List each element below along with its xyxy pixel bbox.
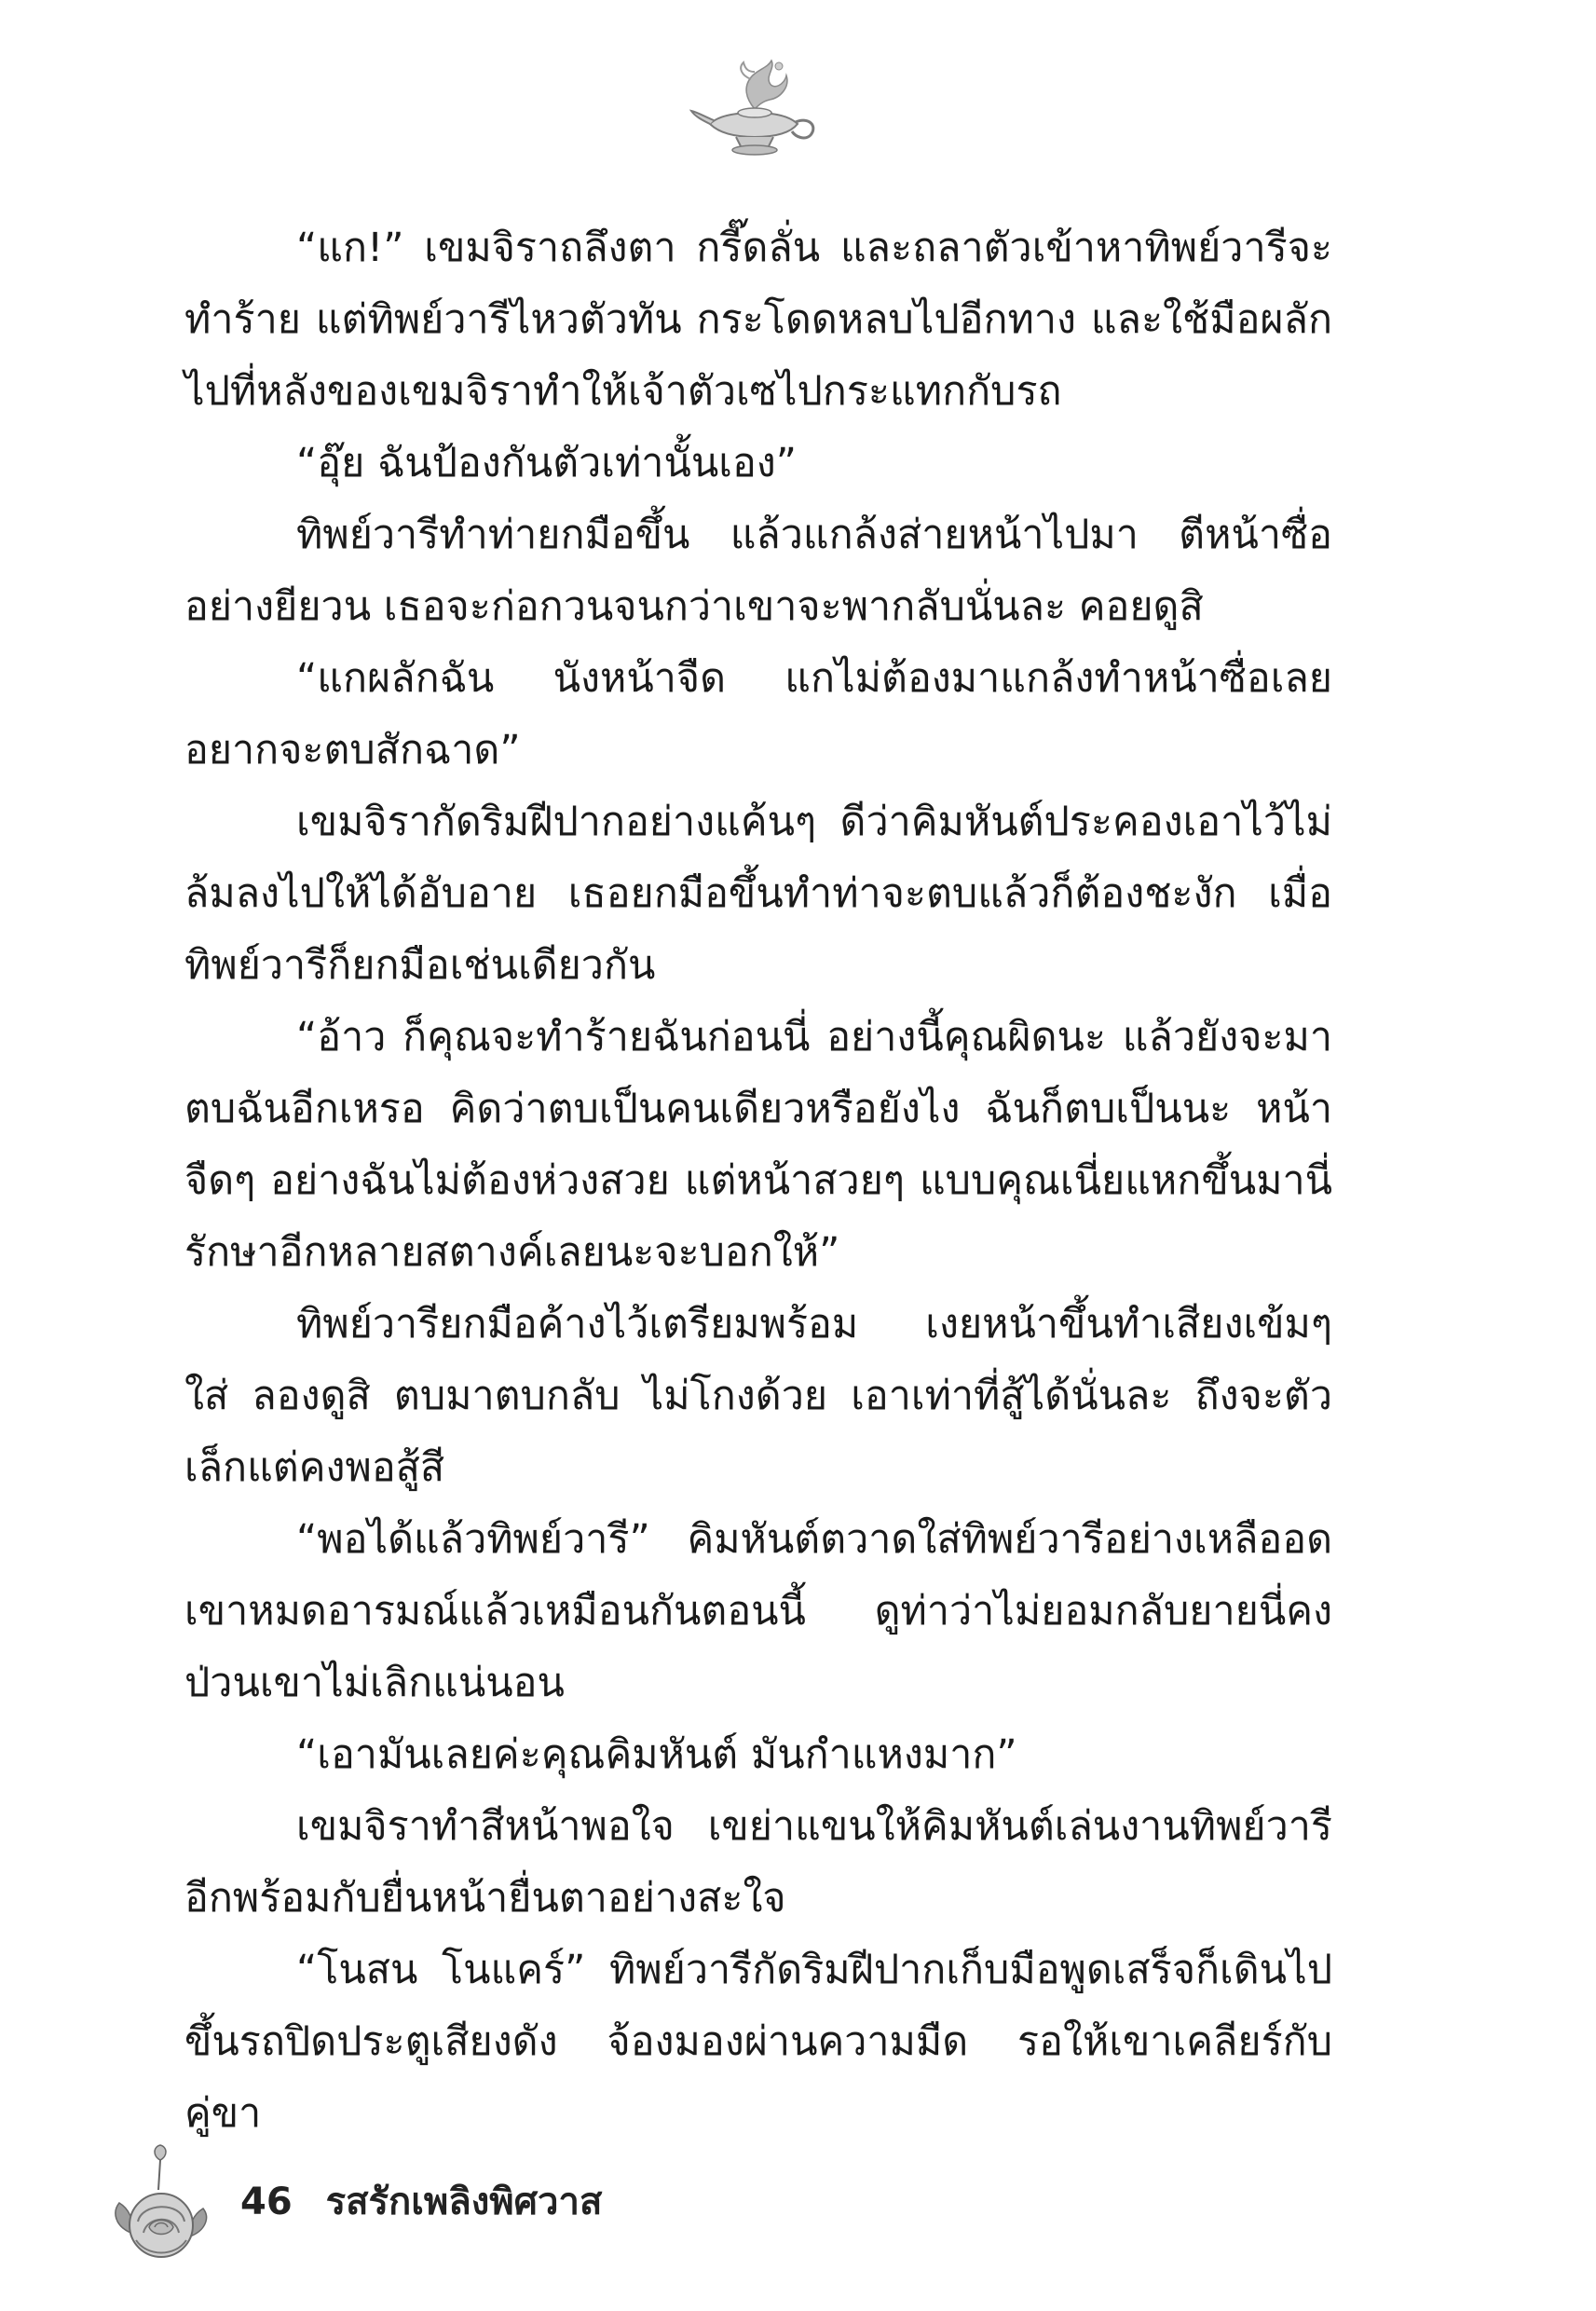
paragraph: “พอได้แล้วทิพย์วารี” คิมหันต์ตวาดใส่ทิพย์วารีอย่างเหลืออด เขาหมดอารมณ์แล้วเหมือนกันตอนนี้ ดูท่าว่าไม่ยอมกลับยายนี่คงป่วนเขาไม่เลิกแน่นอน (184, 1516, 1332, 1706)
paragraph: “แกผลักฉัน นังหน้าจืด แกไม่ต้องมาแกล้งทำหน้าซื่อเลย อยากจะตบสักฉาด” (184, 655, 1332, 773)
paragraph: “โนสน โนแคร์” ทิพย์วารีกัดริมฝีปากเก็บมือพูดเสร็จก็เดินไปขึ้นรถปิดประตูเสียงดัง จ้องมองผ่านความมืด รอให้เขาเคลียร์กับคู่ขา (184, 1947, 1332, 2137)
paragraph: “แก!” เขมจิราถลึงตา กรี๊ดลั่น และถลาตัวเข้าหาทิพย์วารีจะทำร้าย แต่ทิพย์วารีไหวตัวทัน กระโดดหลบไปอีกทาง และใช้มือผลักไปที่หลังของเขมจิราทำให้เจ้าตัวเซไปกระแทกกับรถ (184, 225, 1332, 415)
paragraph: เขมจิราทำสีหน้าพอใจ เขย่าแขนให้คิมหันต์เล่นงานทิพย์วารีอีกพร้อมกับยื่นหน้ายื่นตาอย่างสะใจ (184, 1803, 1332, 1921)
paragraph: “เอามันเลยค่ะคุณคิมหันต์ มันกำแหงมาก” (296, 1731, 1017, 1778)
book-title: รสรักเพลิงพิศวาส (325, 2181, 603, 2223)
paragraph: “อุ๊ย ฉันป้องกันตัวเท่านั้นเอง” (296, 440, 798, 486)
paragraph: ทิพย์วารียกมือค้างไว้เตรียมพร้อม เงยหน้าขึ้นทำเสียงเข้มๆ ใส่ ลองดูสิ ตบมาตบกลับ ไม่โกงด้วย เอาเท่าที่สู้ได้นั่นละ ถึงจะตัวเล็กแต่คงพอสู้สี (184, 1301, 1332, 1491)
rose-icon (110, 2143, 212, 2269)
body-text (184, 212, 1332, 2150)
paragraph: ทิพย์วารีทำท่ายกมือขึ้น แล้วแกล้งส่ายหน้าไปมา ตีหน้าซื่ออย่างยียวน เธอจะก่อกวนจนกว่าเขาจะพากลับนั่นละ คอยดูสิ (184, 512, 1332, 630)
paragraph: “อ้าว ก็คุณจะทำร้ายฉันก่อนนี่ อย่างนี้คุณผิดนะ แล้วยังจะมาตบฉันอีกเหรอ คิดว่าตบเป็นคนเดียวหรือยังไง ฉันก็ตบเป็นนะ หน้าจืดๆ อย่างฉันไม่ต้องห่วงสวย แต่หน้าสวยๆ แบบคุณเนี่ยแหกขึ้นมานี่รักษาอีกหลายสตางค์เลยนะจะบอกให้” (184, 1014, 1332, 1276)
paragraph: เขมจิรากัดริมฝีปากอย่างแค้นๆ ดีว่าคิมหันต์ประคองเอาไว้ไม่ล้มลงไปให้ได้อับอาย เธอยกมือขึ้นทำท่าจะตบแล้วก็ต้องชะงัก เมื่อทิพย์วารีก็ยกมือเช่นเดียวกัน (184, 799, 1332, 989)
page-number: 46 (240, 2181, 293, 2223)
page-footer (240, 2171, 602, 2231)
genie-lamp-icon (689, 51, 820, 158)
